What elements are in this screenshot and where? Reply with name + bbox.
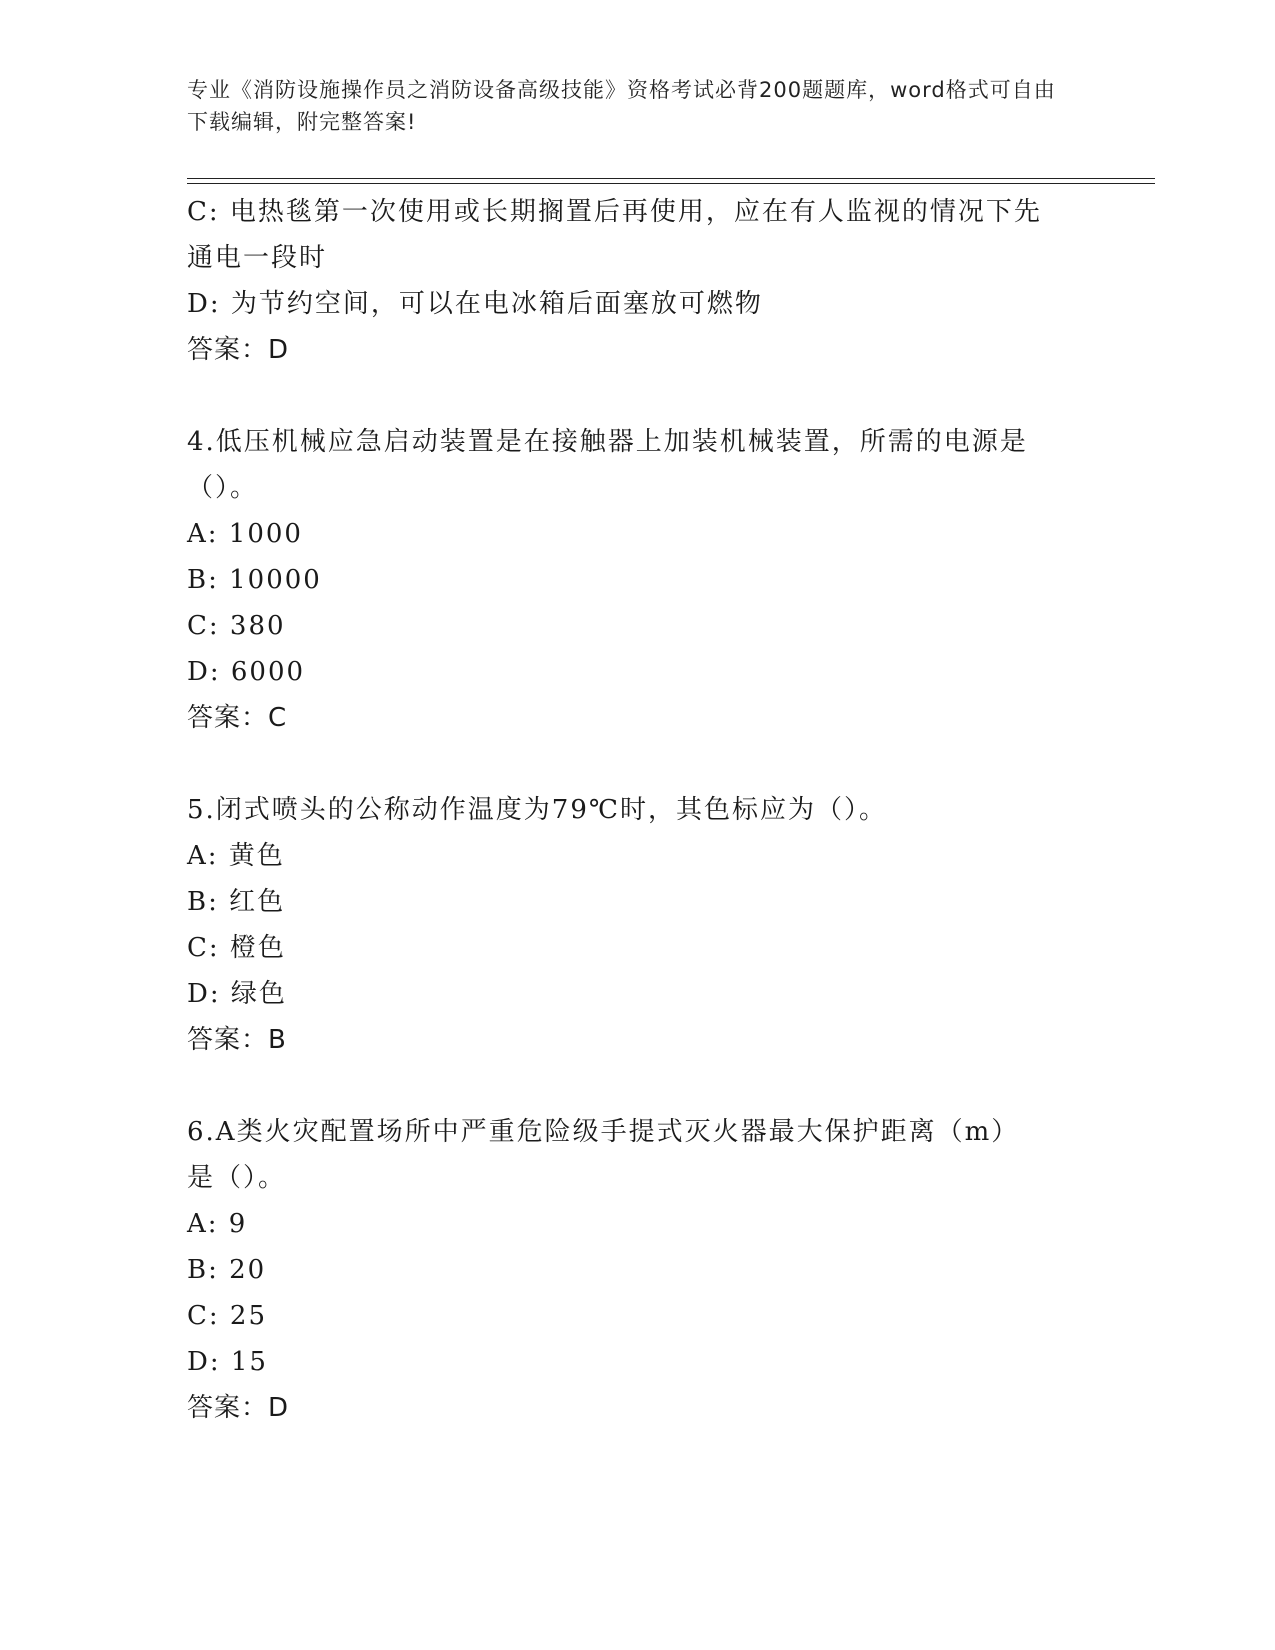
option-a: A: 1000	[187, 519, 303, 549]
question-text: 6.A类火灾配置场所中严重危险级手提式灭火器最大保护距离（m）是（）。	[187, 1117, 1020, 1193]
document-body	[187, 189, 1087, 1431]
option-c: C: 橙色	[187, 933, 286, 963]
answer-line: 答案：D	[187, 1393, 290, 1423]
option-d: D: 绿色	[187, 979, 287, 1009]
document-header: 专业《消防设施操作员之消防设备高级技能》资格考试必背200题题库，word格式可自由下载编辑，附完整答案!	[187, 78, 1056, 134]
option-c: C: 25	[187, 1301, 268, 1331]
answer-line: 答案：D	[187, 335, 290, 365]
option-b: B: 10000	[187, 565, 322, 595]
option-d-text: D: 为节约空间，可以在电冰箱后面塞放可燃物	[187, 289, 763, 319]
option-c: C: 380	[187, 611, 286, 641]
question-block	[187, 419, 1087, 741]
option-a: A: 黄色	[187, 841, 285, 871]
answer-line: 答案：C	[187, 703, 288, 733]
question-text: 4.低压机械应急启动装置是在接触器上加装机械装置，所需的电源是（）。	[187, 427, 1028, 503]
header-rule-top	[187, 178, 1155, 179]
option-a: A: 9	[187, 1209, 248, 1239]
continued-question	[187, 189, 1087, 373]
option-b: B: 20	[187, 1255, 267, 1285]
question-block	[187, 1109, 1087, 1431]
answer-line: 答案：B	[187, 1025, 287, 1055]
option-b: B: 红色	[187, 887, 286, 917]
header-rule-bottom	[187, 183, 1155, 184]
option-c-text: C: 电热毯第一次使用或长期搁置后再使用，应在有人监视的情况下先通电一段时	[187, 197, 1042, 273]
option-d: D: 15	[187, 1347, 268, 1377]
question-block	[187, 787, 1087, 1063]
option-d: D: 6000	[187, 657, 306, 687]
question-text: 5.闭式喷头的公称动作温度为79℃时，其色标应为（）。	[187, 795, 887, 825]
